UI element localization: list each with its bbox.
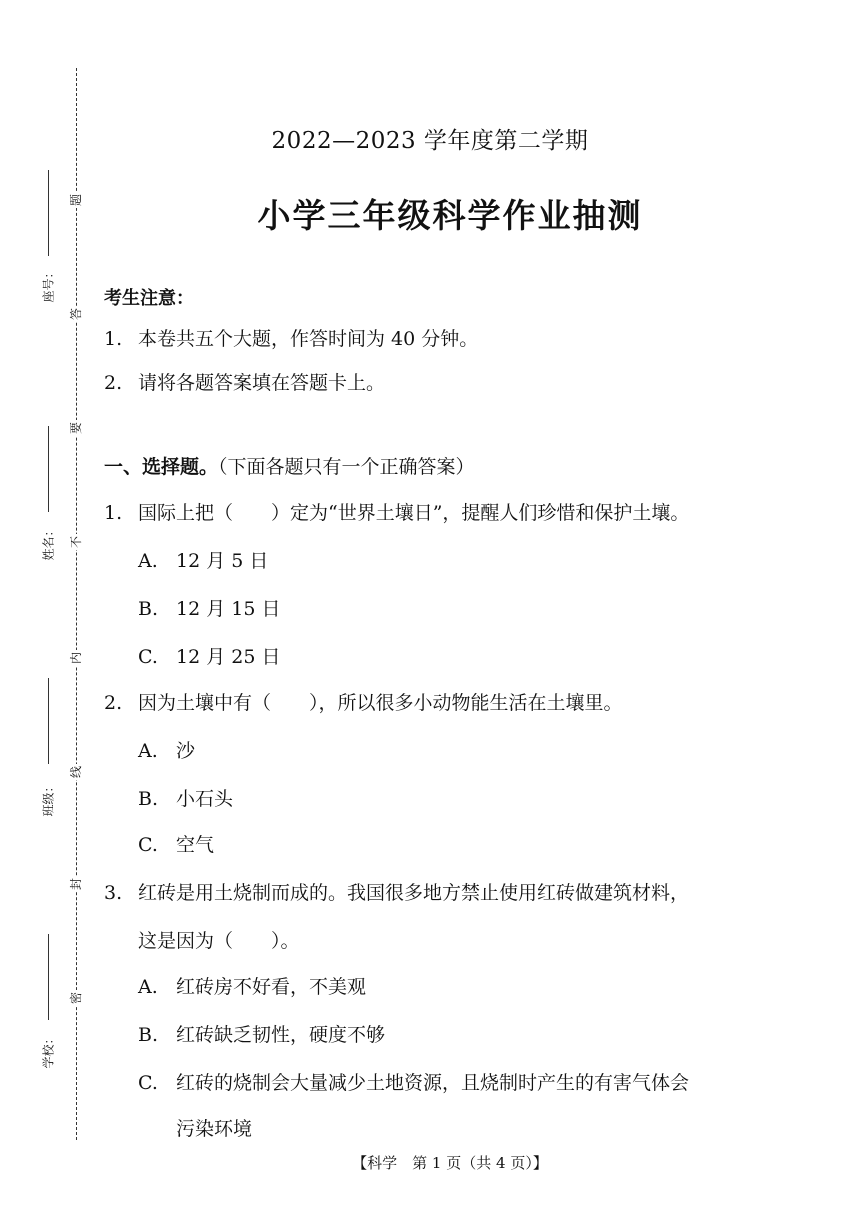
binding-warning-char: 答 <box>69 308 83 321</box>
question-stem <box>104 498 689 525</box>
question-text: 红砖是用土烧制而成的。我国很多地方禁止使用红砖做建筑材料， <box>138 882 690 904</box>
section-heading <box>104 452 475 479</box>
notice-item-text: 本卷共五个大题，作答时间为 40 分钟。 <box>138 328 479 350</box>
notice-item-number: 1. <box>104 328 123 350</box>
option-letter: C. <box>138 1072 158 1094</box>
question-number: 2. <box>104 692 123 714</box>
binding-warning-char: 不 <box>69 536 83 549</box>
question-stem <box>104 878 689 905</box>
question-number: 1. <box>104 502 123 524</box>
option-letter: B. <box>138 1024 159 1046</box>
option-text: 红砖缺乏韧性，硬度不够 <box>176 1024 386 1046</box>
question-text-continued: 这是因为（ ）。 <box>138 930 300 952</box>
binding-warning-char: 要 <box>69 422 83 435</box>
page-footer: 【科学 第 1 页（共 4 页）】 <box>352 1154 548 1172</box>
question-number: 3. <box>104 882 123 904</box>
question-stem <box>104 688 623 715</box>
section-title: 一、选择题。 <box>104 456 219 478</box>
school-label: 学校： <box>41 1032 56 1069</box>
binding-warning-char: 内 <box>69 652 83 665</box>
school-year-heading: 2022—2023 学年度第二学期 <box>271 128 589 154</box>
answer-option[interactable] <box>138 972 366 999</box>
answer-option[interactable] <box>138 642 280 669</box>
exam-title: 小学三年级科学作业抽测 <box>257 196 643 235</box>
binding-warning-char: 线 <box>69 766 83 779</box>
answer-option[interactable] <box>138 830 214 857</box>
option-text: 红砖房不好看，不美观 <box>176 976 367 998</box>
option-text-continued: 污染环境 <box>176 1118 253 1140</box>
answer-option[interactable] <box>138 546 268 573</box>
school-blank[interactable] <box>48 934 49 1020</box>
option-text: 红砖的烧制会大量减少土地资源，且烧制时产生的有害气体会 <box>176 1072 690 1094</box>
notice-item <box>104 324 478 351</box>
option-text: 沙 <box>176 740 196 762</box>
binding-warning-char: 封 <box>69 878 83 891</box>
option-letter: C. <box>138 646 158 668</box>
answer-option[interactable] <box>138 1020 385 1047</box>
option-text: 空气 <box>176 834 215 856</box>
class-blank[interactable] <box>48 678 49 764</box>
option-text: 12 月 5 日 <box>176 550 269 572</box>
question-text: 因为土壤中有（ ），所以很多小动物能生活在土壤里。 <box>138 692 623 714</box>
class-label: 班级： <box>41 780 56 817</box>
answer-option[interactable] <box>138 736 195 763</box>
option-letter: B. <box>138 598 159 620</box>
option-letter: A. <box>138 550 158 572</box>
notice-item-number: 2. <box>104 372 123 394</box>
seat-number-label: 座号： <box>41 266 56 303</box>
answer-option[interactable] <box>138 1068 689 1095</box>
option-letter: A. <box>138 976 158 998</box>
answer-option[interactable] <box>138 784 233 811</box>
option-letter: B. <box>138 788 159 810</box>
name-blank[interactable] <box>48 426 49 512</box>
binding-warning-char: 密 <box>69 992 83 1005</box>
binding-warning-char: 题 <box>69 194 83 207</box>
notice-item <box>104 368 385 395</box>
notice-item-text: 请将各题答案填在答题卡上。 <box>138 372 386 394</box>
notice-heading: 考生注意： <box>104 288 194 309</box>
option-letter: C. <box>138 834 158 856</box>
name-label: 姓名： <box>41 524 56 561</box>
answer-option[interactable] <box>138 594 280 621</box>
option-text: 12 月 25 日 <box>176 646 281 668</box>
question-text: 国际上把（ ）定为“世界土壤日”，提醒人们珍惜和保护土壤。 <box>138 502 690 524</box>
section-instruction: （下面各题只有一个正确答案） <box>218 456 475 478</box>
option-text: 小石头 <box>176 788 234 810</box>
option-text: 12 月 15 日 <box>176 598 281 620</box>
option-letter: A. <box>138 740 158 762</box>
